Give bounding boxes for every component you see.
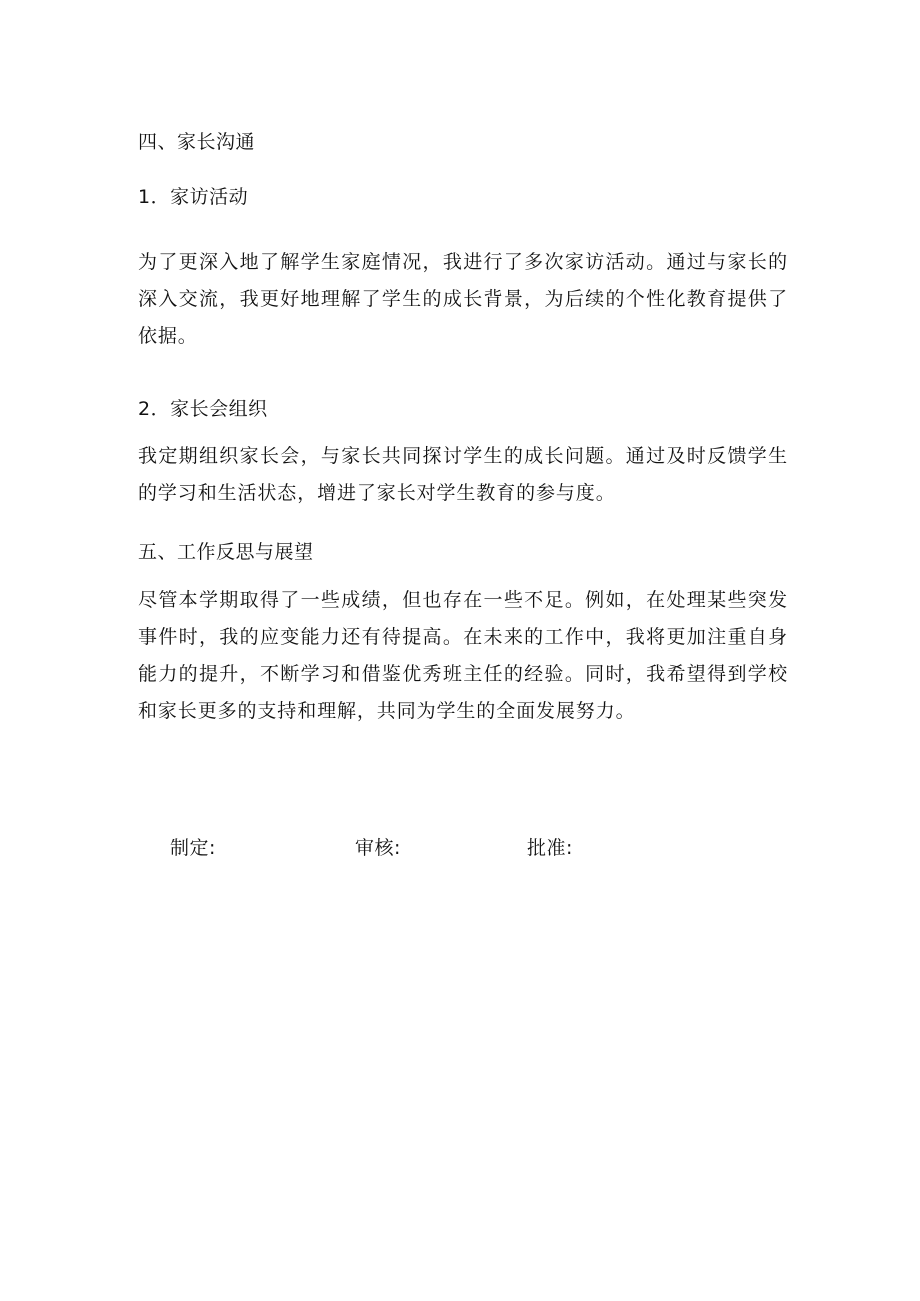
signature-row [0, 836, 920, 862]
subheading-parent-meetings: 2．家长会组织 [138, 398, 268, 420]
signature-drafted-label: 制定: [170, 837, 216, 859]
paragraph-parent-meetings: 我定期组织家长会，与家长共同探讨学生的成长问题。通过及时反馈学生的学习和生活状态，增进了家长对学生教育的参与度。 [138, 445, 788, 504]
signature-reviewed-label: 审核: [355, 837, 401, 859]
paragraph-reflection-outlook: 尽管本学期取得了一些成绩，但也存在一些不足。例如，在处理某些突发事件时，我的应变能力还有待提高。在未来的工作中，我将更加注重自身能力的提升，不断学习和借鉴优秀班主任的经验。同时，我希望得到学校和家长更多的支持和理解，共同为学生的全面发展努力。 [138, 589, 788, 722]
section-heading-reflection-outlook: 五、工作反思与展望 [138, 541, 314, 563]
paragraph-home-visits: 为了更深入地了解学生家庭情况，我进行了多次家访活动。通过与家长的深入交流，我更好地理解了学生的成长背景，为后续的个性化教育提供了依据。 [138, 251, 788, 347]
subheading-home-visits: 1．家访活动 [138, 186, 249, 208]
section-heading-parent-communication: 四、家长沟通 [138, 131, 256, 153]
signature-approved-label: 批准: [527, 837, 573, 859]
